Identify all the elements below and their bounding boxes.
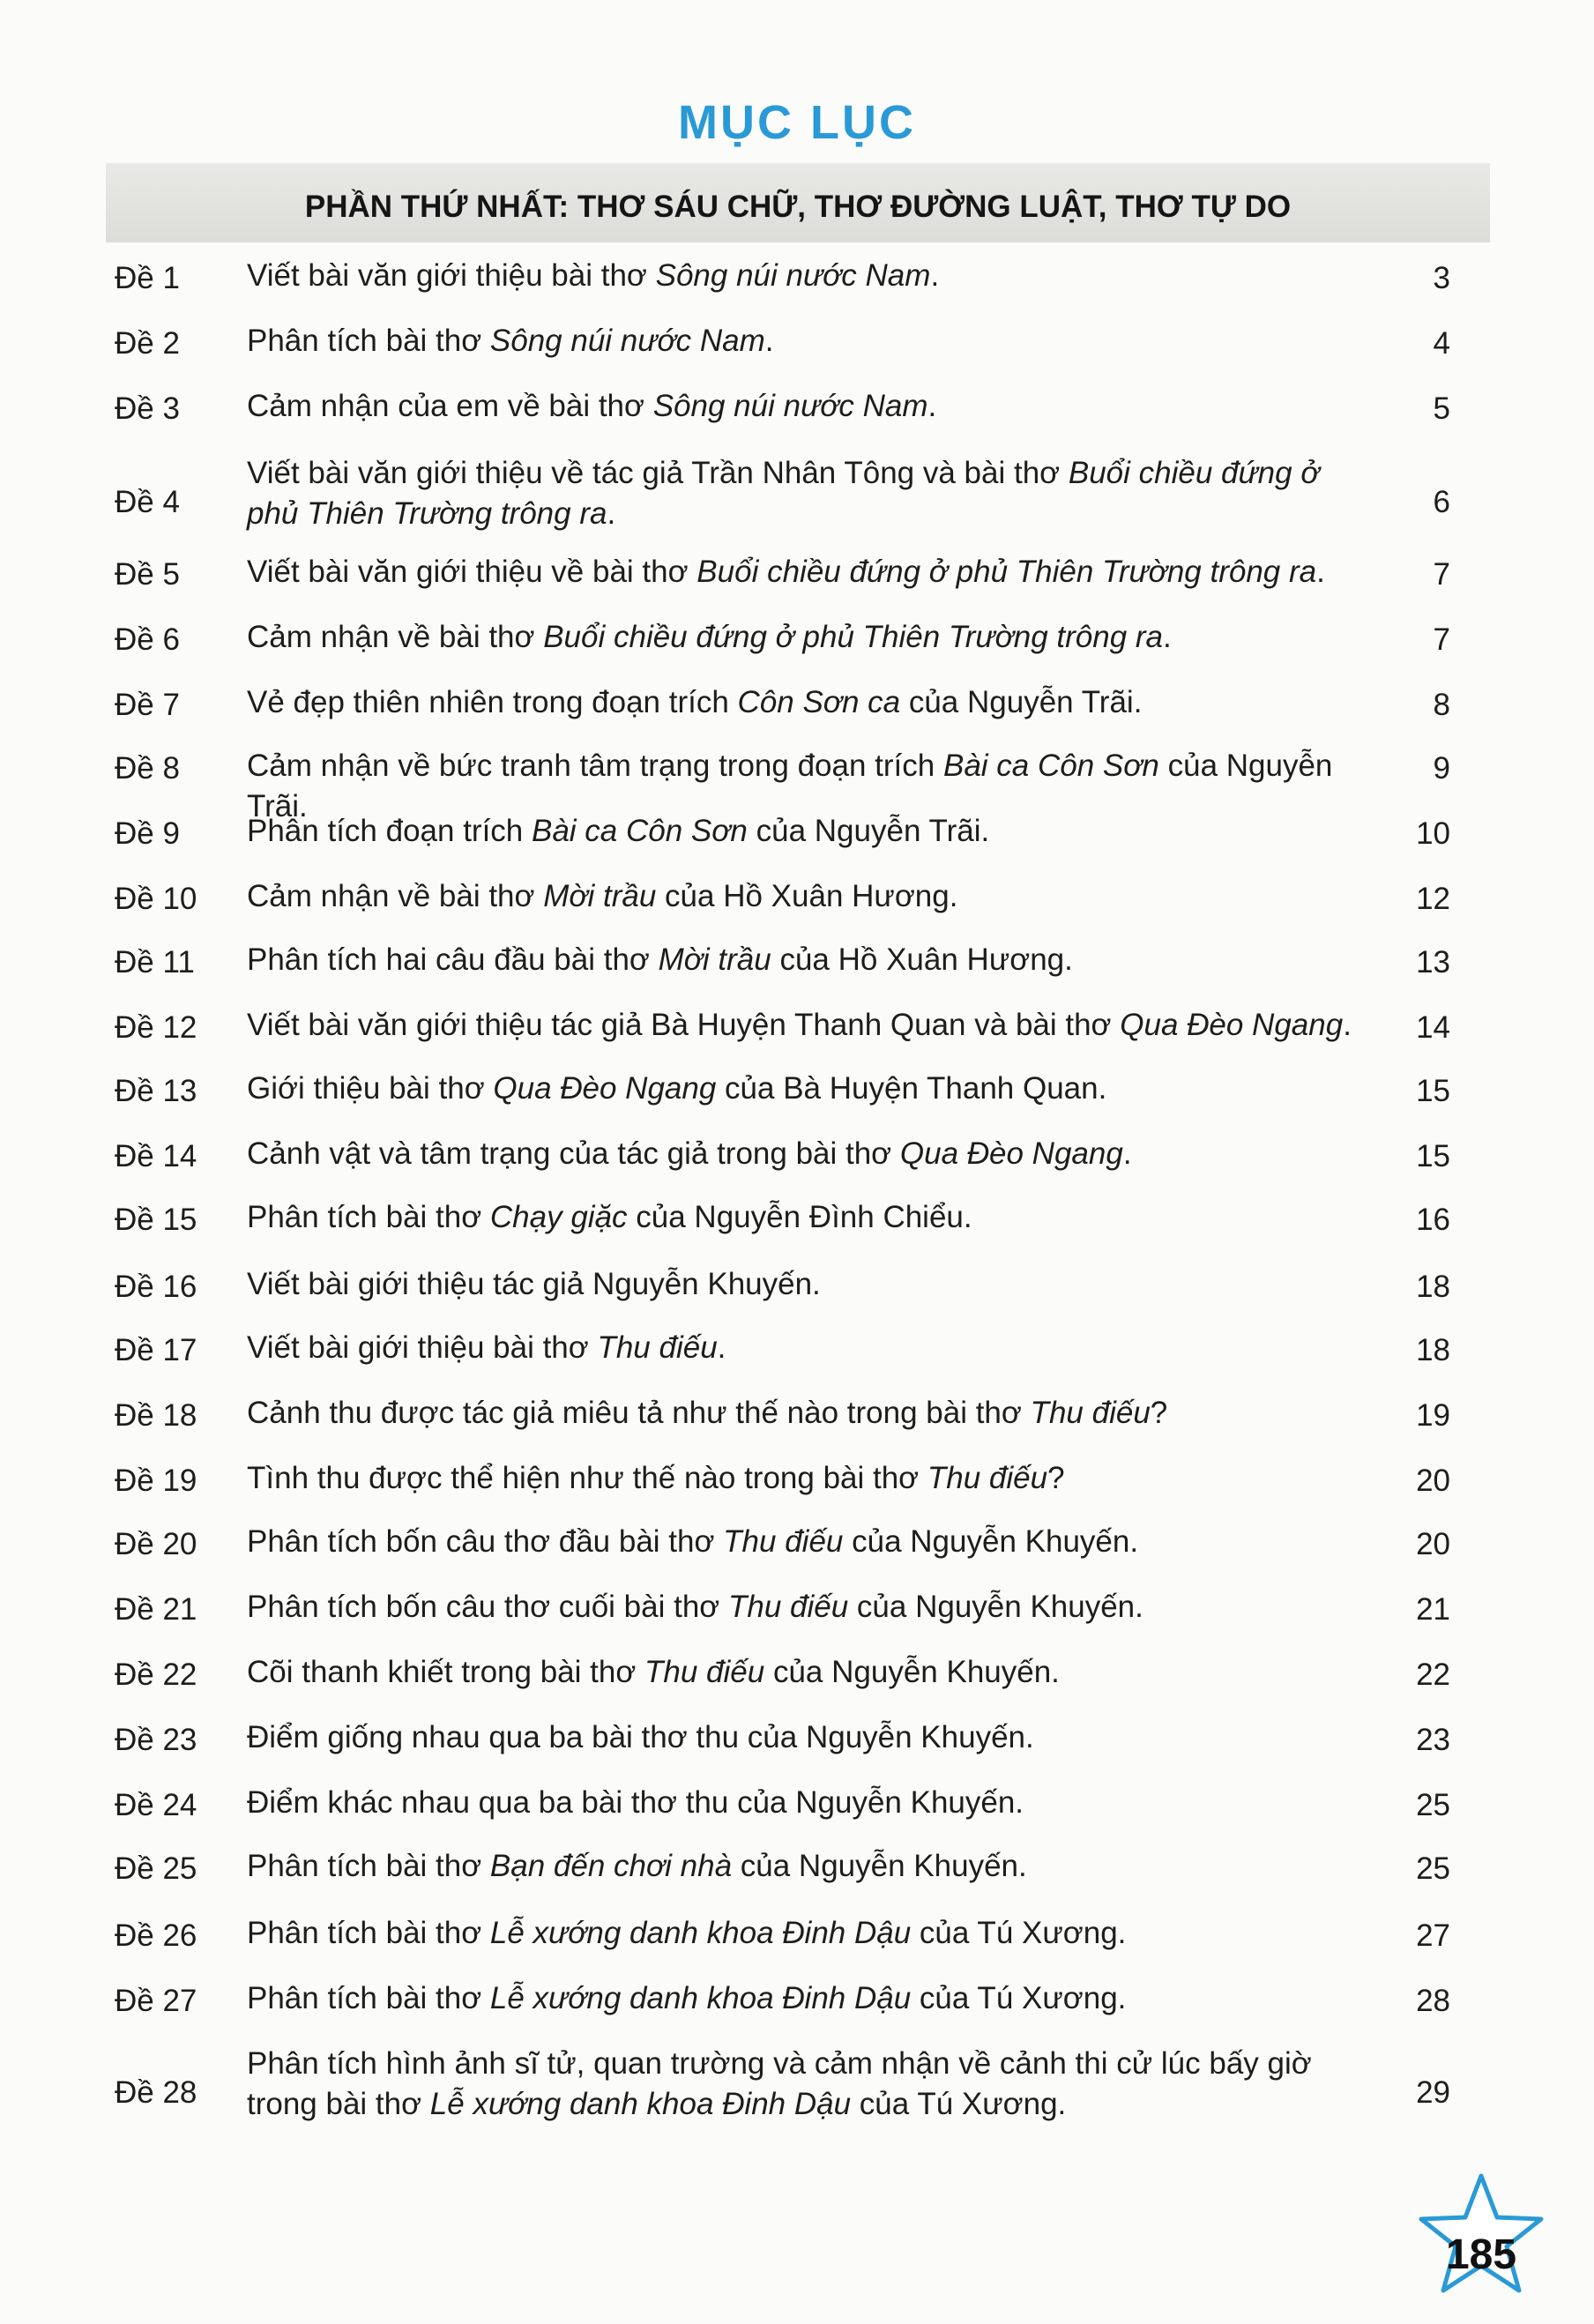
toc-entry-number: Đề 7 [115,688,180,722]
toc-entry-title: Viết bài giới thiệu tác giả Nguyễn Khuyến. [247,1267,821,1301]
toc-entry-title: Phân tích đoạn trích Bài ca Côn Sơn của Nguyễn Trãi. [247,814,990,848]
toc-entry-title: Cảnh thu được tác giả miêu tả như thế nào trong bài thơ Thu điếu? [247,1396,1168,1430]
toc-entry-number: Đề 13 [115,1074,197,1108]
section-title: PHẦN THỨ NHẤT: THƠ SÁU CHỮ, THƠ ĐƯỜNG LUẬT, THƠ TỰ DO [304,190,1292,224]
toc-entry-title: Phân tích bài thơ Sông núi nước Nam. [247,324,774,358]
toc-entry-page: 18 [1416,1333,1450,1367]
toc-entry-title: Điểm khác nhau qua ba bài thơ thu của Nguyễn Khuyến. [247,1785,1024,1820]
toc-entry-page: 8 [1433,688,1450,722]
toc-entry-page: 25 [1416,1851,1450,1886]
toc-entry-title: Cảnh vật và tâm trạng của tác giả trong bài thơ Qua Đèo Ngang. [247,1136,1132,1171]
toc-entry-page: 16 [1416,1203,1450,1237]
toc-entry-title: Giới thiệu bài thơ Qua Đèo Ngang của Bà Huyện Thanh Quan. [247,1071,1107,1106]
toc-entry-title: Phân tích bài thơ Chạy giặc của Nguyễn Đình Chiểu. [247,1200,972,1234]
toc-entry-number: Đề 11 [115,945,195,980]
toc-entry-page: 10 [1416,816,1450,851]
toc-entry-title: Cảm nhận của em về bài thơ Sông núi nước Nam. [247,389,937,423]
toc-entry-title: Cõi thanh khiết trong bài thơ Thu điếu của Nguyễn Khuyến. [247,1655,1060,1689]
toc-entry-number: Đề 25 [115,1851,197,1886]
toc-entry-page: 18 [1416,1270,1450,1304]
toc-entry-number: Đề 3 [115,391,180,426]
toc-entry-number: Đề 26 [115,1918,197,1953]
toc-entry-number: Đề 16 [115,1270,197,1304]
toc-entry-title: Phân tích bài thơ Bạn đến chơi nhà của Nguyễn Khuyến. [247,1849,1027,1883]
toc-entry-number: Đề 28 [115,2075,197,2110]
toc-entry-number: Đề 2 [115,326,180,361]
toc-entry-number: Đề 24 [115,1788,197,1822]
toc-entry-page: 7 [1433,622,1450,657]
toc-entry-page: 9 [1433,751,1450,786]
toc-entry-title: Phân tích bài thơ Lễ xướng danh khoa Đinh Dậu của Tú Xương. [247,1916,1127,1950]
toc-entry-page: 29 [1416,2075,1450,2110]
page-title: MỤC LỤC [678,96,916,149]
toc-entry-number: Đề 27 [115,1984,197,2018]
toc-entry-page: 14 [1416,1010,1450,1045]
toc-entry-page: 7 [1433,557,1450,592]
page-number: 185 [1445,2231,1517,2278]
toc-entry-page: 12 [1416,882,1450,916]
toc-entry-page: 20 [1416,1464,1450,1498]
toc-entry-title: Viết bài giới thiệu bài thơ Thu điếu. [247,1330,726,1365]
toc-entry-title: Tình thu được thể hiện như thế nào trong bài thơ Thu điếu? [247,1461,1065,1495]
toc-entry-number: Đề 4 [115,485,180,519]
toc-entry-number: Đề 21 [115,1592,197,1627]
toc-entry-title: Phân tích bài thơ Lễ xướng danh khoa Đinh Dậu của Tú Xương. [247,1981,1127,2015]
toc-entry-number: Đề 1 [115,261,180,295]
toc-entry-title: Cảm nhận về bài thơ Buổi chiều đứng ở phủ Thiên Trường trông ra. [247,620,1172,654]
toc-entry-title: Cảm nhận về bức tranh tâm trạng trong đoạn trích Bài ca Côn Sơn của Nguyễn Trãi. [247,749,1333,823]
toc-entry-title: Phân tích bốn câu thơ cuối bài thơ Thu điếu của Nguyễn Khuyến. [247,1590,1143,1624]
toc-entry-number: Đề 6 [115,622,180,657]
toc-entry-page: 15 [1416,1074,1450,1108]
toc-entry-page: 4 [1433,326,1450,361]
toc-entry-title: Cảm nhận về bài thơ Mời trầu của Hồ Xuân Hương. [247,879,958,913]
toc-entry-title: Vẻ đẹp thiên nhiên trong đoạn trích Côn Sơn ca của Nguyễn Trãi. [247,685,1143,719]
toc-entry-page: 19 [1416,1398,1450,1433]
toc-entry-page: 5 [1433,391,1450,426]
toc-entry-page: 6 [1433,485,1450,519]
toc-entry-page: 22 [1416,1657,1450,1692]
toc-entry-title: Phân tích hai câu đầu bài thơ Mời trầu của Hồ Xuân Hương. [247,942,1073,977]
toc-entry-title: Phân tích bốn câu thơ đầu bài thơ Thu điếu của Nguyễn Khuyến. [247,1524,1139,1559]
toc-entry-page: 3 [1433,261,1450,295]
toc-entry-title: Viết bài văn giới thiệu tác giả Bà Huyện Thanh Quan và bài thơ Qua Đèo Ngang. [247,1008,1352,1042]
toc-entry-number: Đề 18 [115,1398,197,1433]
toc-entry-number: Đề 5 [115,557,180,592]
toc-entry-page: 28 [1416,1984,1450,2018]
toc-entry-page: 21 [1416,1592,1450,1627]
toc-entry-number: Đề 20 [115,1527,197,1561]
toc-entry-number: Đề 23 [115,1723,197,1757]
toc-entry-page: 13 [1416,945,1450,980]
toc-entry-title: Viết bài văn giới thiệu về bài thơ Buổi chiều đứng ở phủ Thiên Trường trông ra. [247,555,1325,589]
toc-entry-title: Viết bài văn giới thiệu bài thơ Sông núi nước Nam. [247,258,940,293]
toc-entry-page: 20 [1416,1527,1450,1561]
toc-entry-number: Đề 9 [115,816,180,851]
toc-entry-page: 27 [1416,1918,1450,1953]
toc-entry-number: Đề 17 [115,1333,197,1367]
toc-entry-number: Đề 15 [115,1203,197,1237]
toc-entry-number: Đề 10 [115,882,197,916]
toc-entry-title: Phân tích hình ảnh sĩ tử, quan trường và cảm nhận về cảnh thi cử lúc bấy giờ trong bài thơ Lễ xướng danh khoa Đinh Dậu của Tú Xương. [247,2046,1312,2121]
toc-entry-page: 23 [1416,1723,1450,1757]
toc-entry-title: Điểm giống nhau qua ba bài thơ thu của Nguyễn Khuyến. [247,1720,1034,1754]
toc-entry-page: 15 [1416,1139,1450,1173]
toc-entry-number: Đề 14 [115,1139,197,1173]
toc-entry-number: Đề 8 [115,751,180,786]
toc-entry-number: Đề 12 [115,1010,197,1045]
toc-entry-page: 25 [1416,1788,1450,1822]
toc-entry-number: Đề 22 [115,1657,197,1692]
toc-entry-title: Viết bài văn giới thiệu về tác giả Trần Nhân Tông và bài thơ Buổi chiều đứng ở phủ Thiên Trường trông ra. [247,456,1320,531]
toc-entry-number: Đề 19 [115,1464,197,1498]
